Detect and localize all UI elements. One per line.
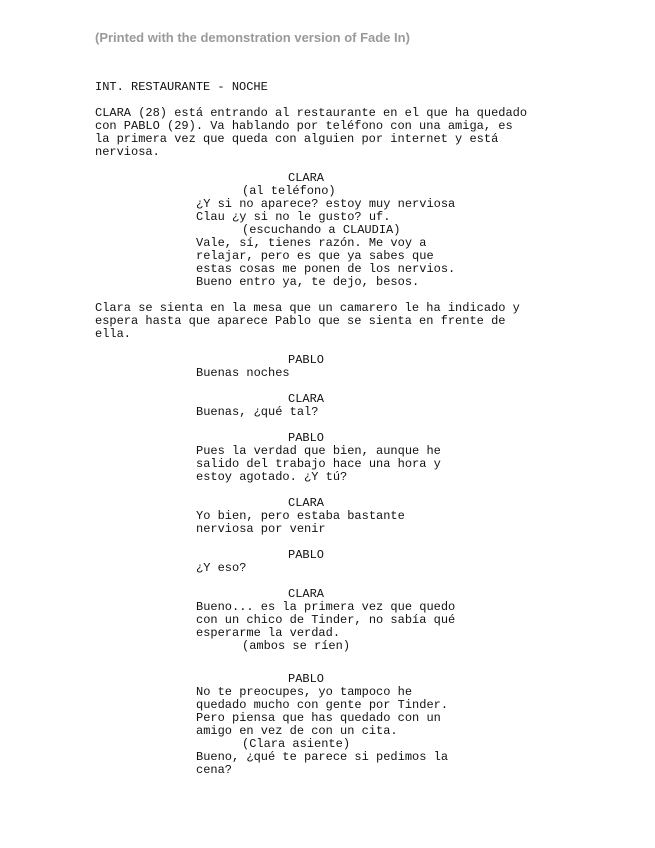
dialogue-line: Buenas, ¿qué tal? (196, 405, 319, 419)
dialogue-line: Yo bien, pero estaba bastante (196, 509, 405, 523)
dialogue-line: No te preocupes, yo tampoco he (196, 685, 413, 699)
character-name: CLARA (288, 587, 325, 601)
action-line: la primera vez que queda con alguien por internet y está (95, 132, 499, 146)
character-name: PABLO (288, 431, 325, 445)
scene-heading: INT. RESTAURANTE - NOCHE (95, 80, 268, 94)
dialogue-line: ¿Y eso? (196, 561, 247, 575)
action-line: nerviosa. (95, 145, 160, 159)
dialogue-line: quedado mucho con gente por Tinder. (196, 698, 449, 712)
dialogue-line: Clau ¿y si no le gusto? uf. (196, 210, 391, 224)
character-name: PABLO (288, 353, 325, 367)
parenthetical: (escuchando a CLAUDIA) (242, 223, 401, 237)
character-name: PABLO (288, 548, 325, 562)
parenthetical: (al teléfono) (242, 184, 336, 198)
action-line: CLARA (28) está entrando al restaurante en el que ha quedado (95, 106, 528, 120)
character-name: CLARA (288, 392, 325, 406)
dialogue-line: Pues la verdad que bien, aunque he (196, 444, 441, 458)
dialogue-line: con un chico de Tinder, no sabía qué (196, 613, 456, 627)
dialogue-line: ¿Y si no aparece? estoy muy nerviosa (196, 197, 456, 211)
dialogue-line: cena? (196, 763, 233, 777)
action-line: ella. (95, 327, 132, 341)
action-line: con PABLO (29). Va hablando por teléfono con una amiga, es (95, 119, 513, 133)
demo-watermark: (Printed with the demonstration version of Fade In) (95, 30, 410, 45)
dialogue-line: Bueno, ¿qué te parece si pedimos la (196, 750, 449, 764)
dialogue-line: Bueno entro ya, te dejo, besos. (196, 275, 420, 289)
dialogue-line: nerviosa por venir (196, 522, 326, 536)
dialogue-line: relajar, pero es que ya sabes que (196, 249, 434, 263)
parenthetical: (Clara asiente) (242, 737, 351, 751)
character-name: CLARA (288, 496, 325, 510)
dialogue-line: estas cosas me ponen de los nervios. (196, 262, 456, 276)
dialogue-line: amigo en vez de con un cita. (196, 724, 398, 738)
dialogue-line: estoy agotado. ¿Y tú? (196, 470, 348, 484)
character-name: CLARA (288, 171, 325, 185)
action-line: espera hasta que aparece Pablo que se sienta en frente de (95, 314, 506, 328)
dialogue-line: Bueno... es la primera vez que quedo (196, 600, 456, 614)
dialogue-line: Pero piensa que has quedado con un (196, 711, 441, 725)
dialogue-line: Buenas noches (196, 366, 290, 380)
character-name: PABLO (288, 672, 325, 686)
dialogue-line: salido del trabajo hace una hora y (196, 457, 441, 471)
dialogue-line: Vale, sí, tienes razón. Me voy a (196, 236, 427, 250)
parenthetical: (ambos se ríen) (242, 639, 351, 653)
action-line: Clara se sienta en la mesa que un camarero le ha indicado y (95, 301, 520, 315)
dialogue-line: esperarme la verdad. (196, 626, 341, 640)
